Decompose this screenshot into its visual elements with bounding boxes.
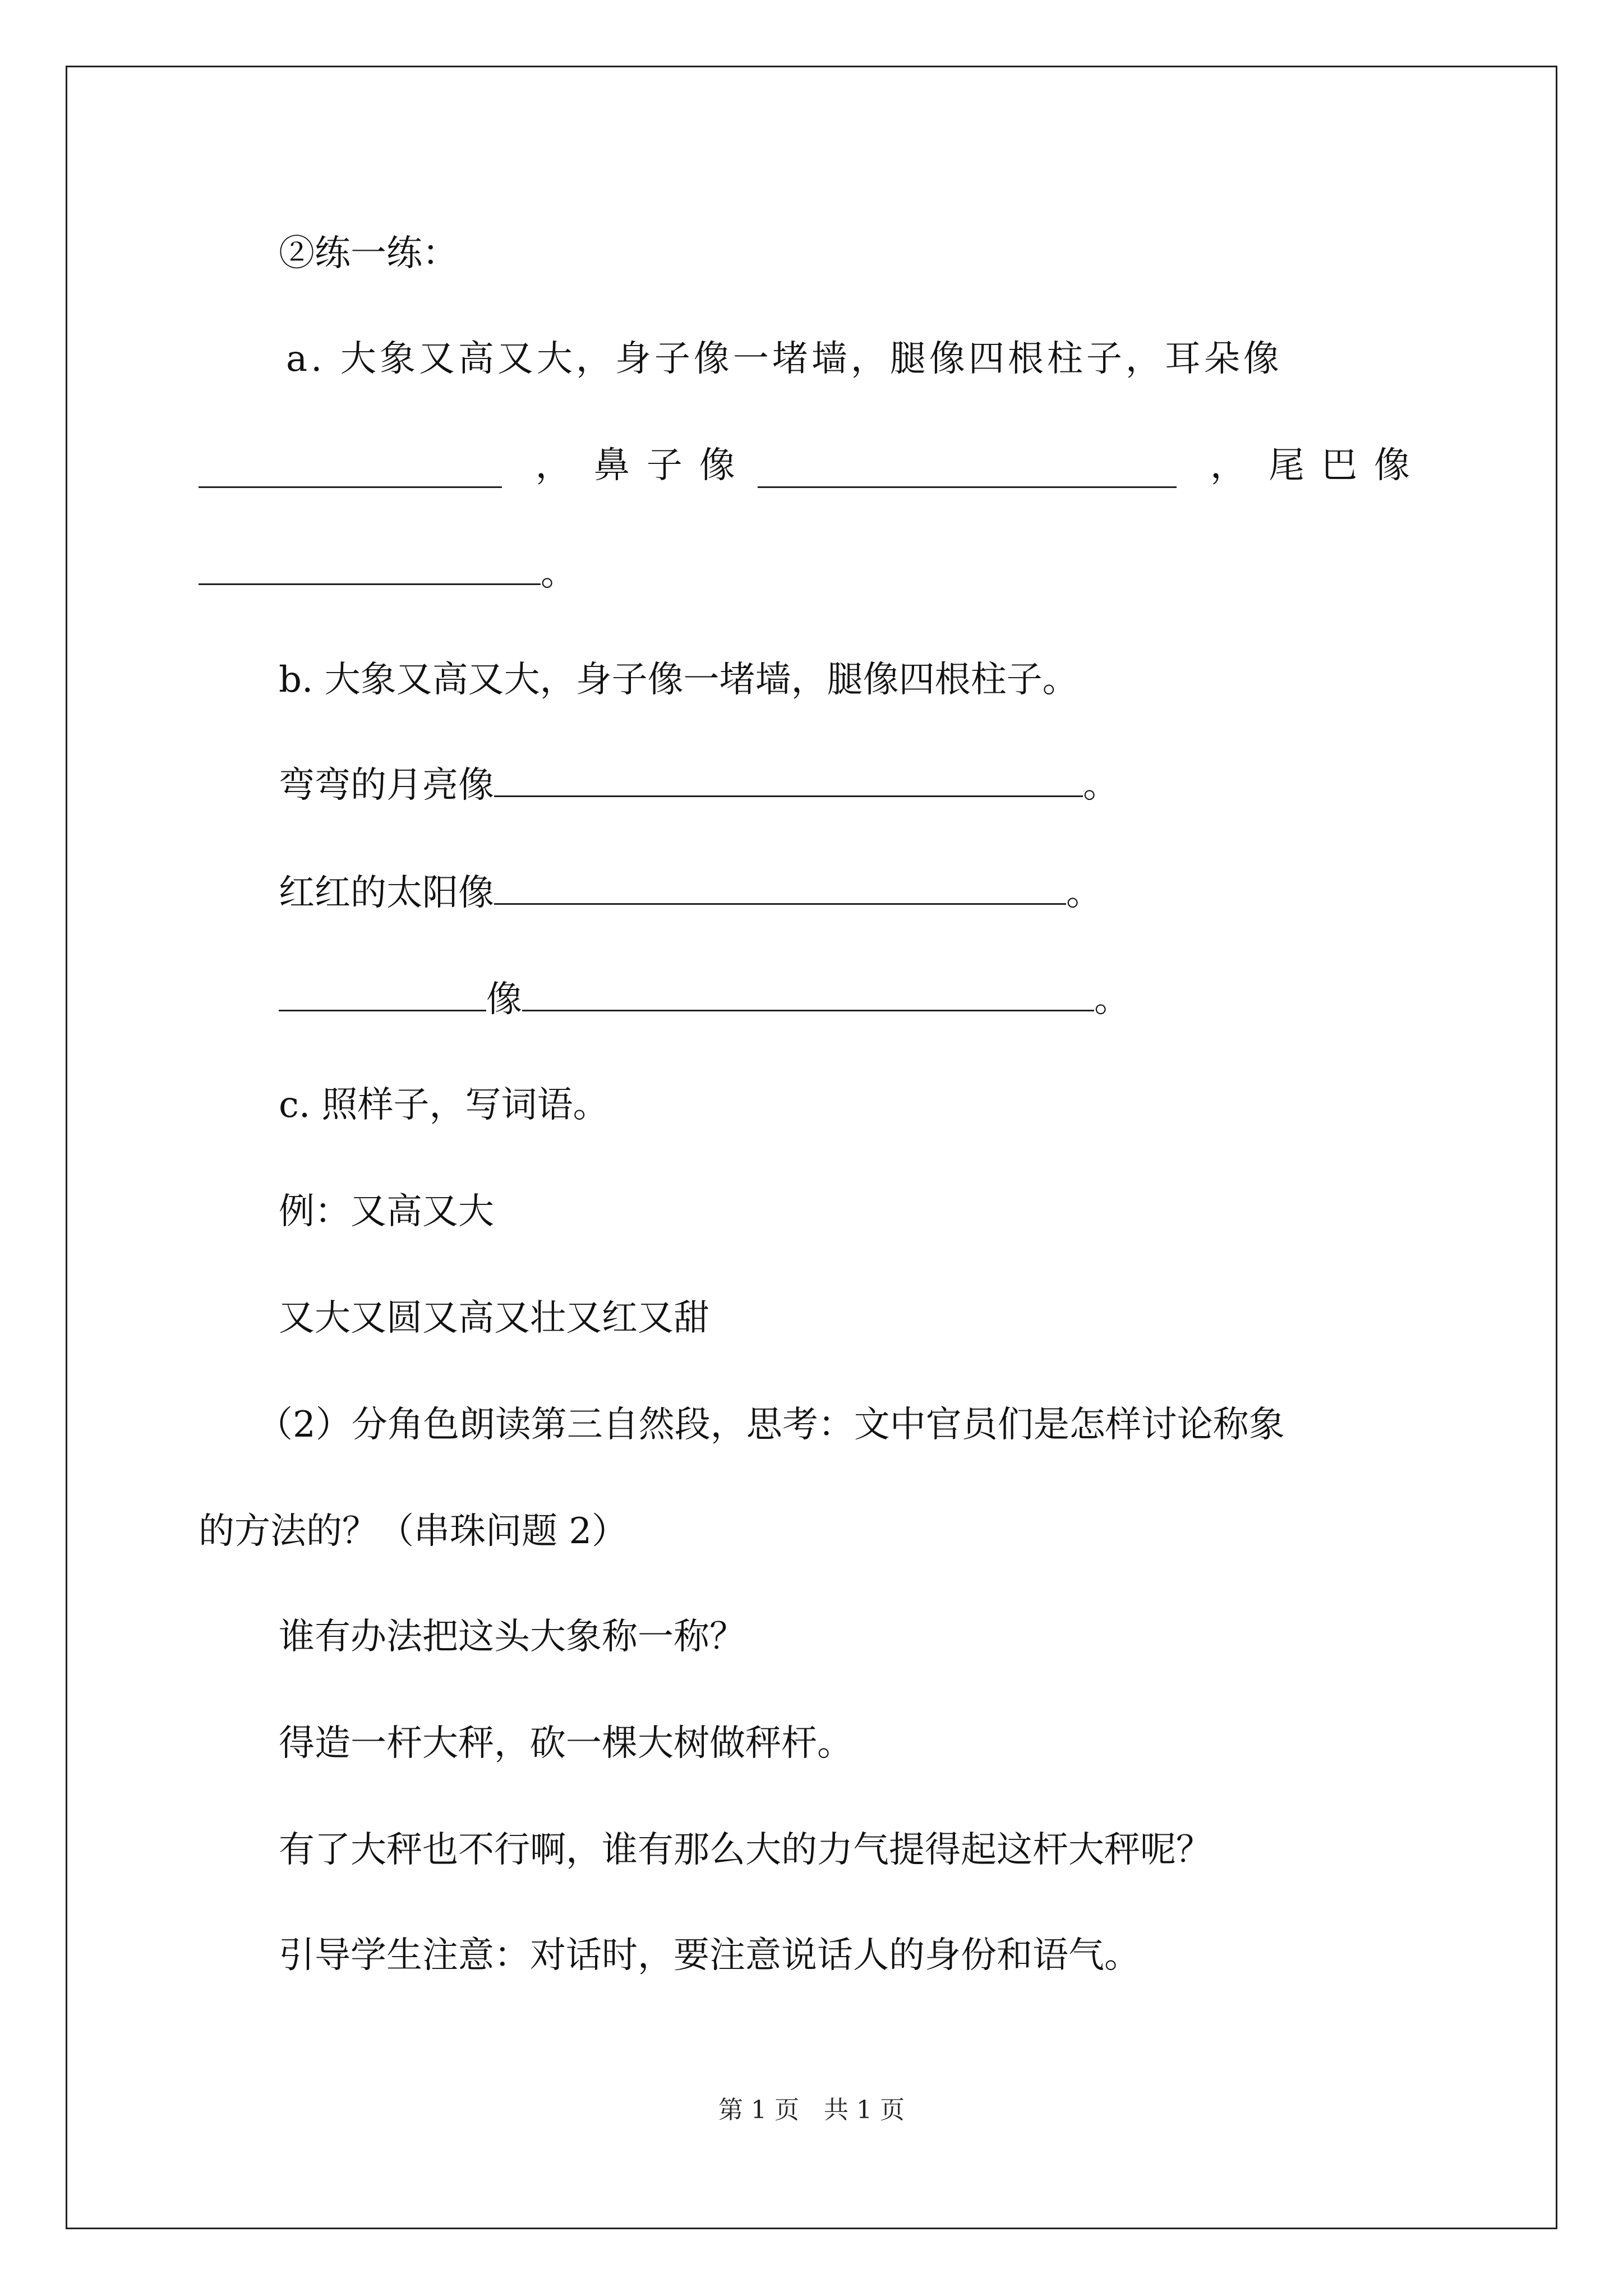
- tail-label: 尾巴像: [1269, 445, 1427, 486]
- page-footer: 第 1 页 共 1 页: [718, 2096, 905, 2124]
- fill-blank-object[interactable]: [522, 977, 1094, 1011]
- period: 。: [1083, 765, 1119, 806]
- question-2-line-2: 的方法的？（串珠问题 2）: [199, 1511, 628, 1552]
- exercise-a-line-1: a. 大象又高又大，身子像一堵墙，腿像四根柱子，耳朵像: [286, 338, 1283, 380]
- moon-prefix: 弯弯的月亮像: [279, 765, 494, 806]
- dialog-line-3: 有了大秤也不行啊，谁有那么大的力气提得起这杆大秤呢？: [279, 1829, 1212, 1871]
- example-line: 例：又高又大: [279, 1191, 494, 1232]
- exercise-b-line: b. 大象又高又大，身子像一堵墙，腿像四根柱子。: [279, 659, 1078, 701]
- sun-prefix: 红红的太阳像: [279, 872, 494, 914]
- moon-sentence: [279, 763, 1119, 808]
- fill-blank-subject[interactable]: [279, 977, 486, 1011]
- free-sentence: [279, 977, 1130, 1022]
- separator-comma: ，: [535, 445, 571, 486]
- exercise-c-line: c. 照样子，写词语。: [279, 1084, 609, 1126]
- period: 。: [1094, 979, 1130, 1020]
- sun-sentence: [279, 871, 1102, 915]
- practice-heading: ②练一练：: [279, 233, 458, 274]
- guide-line: 引导学生注意：对话时，要注意说话人的身份和语气。: [279, 1935, 1140, 1976]
- fill-blank-tail[interactable]: [199, 551, 541, 585]
- like-word: 像: [486, 979, 522, 1020]
- exercise-a-line-2: [199, 443, 1427, 488]
- page-border: [66, 66, 1557, 2229]
- period: 。: [1066, 872, 1102, 914]
- fill-blank-ears[interactable]: [199, 454, 502, 488]
- fill-blank-nose[interactable]: [758, 454, 1177, 488]
- fill-blank-sun[interactable]: [494, 871, 1066, 905]
- dialog-line-2: 得造一杆大秤，砍一棵大树做秤杆。: [279, 1723, 853, 1764]
- fill-blank-moon[interactable]: [494, 763, 1083, 797]
- separator-comma: ，: [1210, 445, 1246, 486]
- period: 。: [541, 553, 577, 594]
- exercise-a-line-3: [199, 551, 577, 596]
- words-line: 又大又圆又高又壮又红又甜: [279, 1297, 709, 1339]
- dialog-line-1: 谁有办法把这头大象称一称？: [279, 1616, 745, 1658]
- nose-label: 鼻子像: [593, 445, 752, 486]
- question-2-line-1: （2）分角色朗读第三自然段，思考：文中官员们是怎样讨论称象: [257, 1404, 1285, 1446]
